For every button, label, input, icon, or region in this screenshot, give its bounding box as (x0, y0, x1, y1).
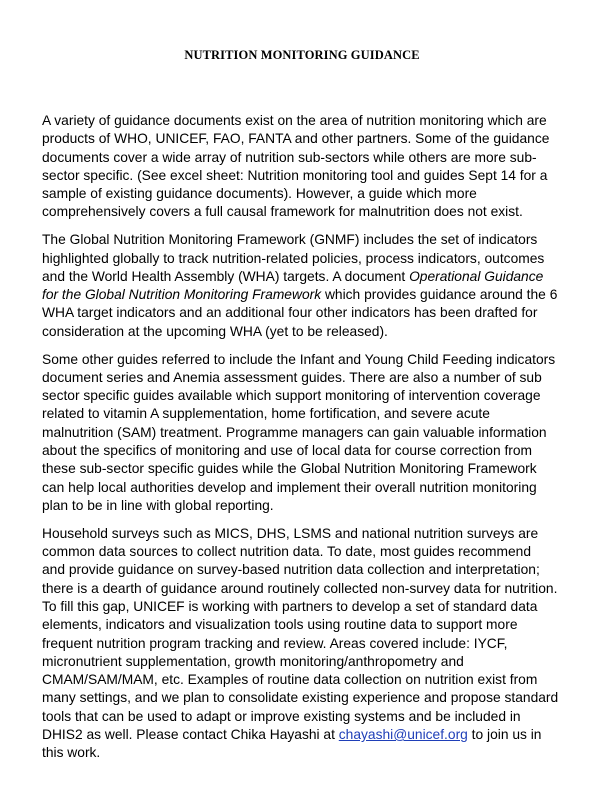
text-line: CMAM/SAM/MAM, etc. Examples of routine data collection on nutrition exist from (42, 672, 538, 688)
text-segment: DHIS2 as well. Please contact Chika Hayashi at (42, 727, 339, 742)
text-line: To fill this gap, UNICEF is working with partners to develop a set of standard data (42, 598, 538, 614)
paragraph-1 (42, 112, 562, 222)
text-segment: to join us in (467, 727, 542, 742)
text-line: sector specific guides available which support monitoring of intervention coverage (42, 388, 541, 404)
text-line: Some other guides referred to include the Infant and Young Child Feeding indicators (42, 351, 556, 367)
text-line (42, 268, 562, 286)
text-line: this work. (42, 745, 101, 761)
text-line: sector specific. (See excel sheet: Nutrition monitoring tool and guides Sept 14 for a (42, 167, 548, 183)
text-line: common data sources to collect nutrition data. To date, most guides recommend (42, 544, 532, 560)
text-line: document series and Anemia assessment guides. There are also a number of sub (42, 369, 542, 385)
paragraph-4 (42, 525, 562, 763)
text-line: plan to be in line with global reporting. (42, 497, 274, 513)
paragraph-3 (42, 351, 562, 516)
text-line: micronutrient supplementation, growth monitoring/anthropometry and (42, 653, 464, 669)
text-line: many settings, and we plan to consolidate existing experience and propose standard (42, 690, 559, 706)
text-line: comprehensively covers a full causal framework for malnutrition does not exist. (42, 204, 523, 220)
text-line: WHA target indicators and an additional four other indicators has been drafted for (42, 305, 538, 321)
text-line: products of WHO, UNICEF, FAO, FANTA and other partners. Some of the guidance (42, 131, 550, 147)
text-line: consideration at the upcoming WHA (yet to be released). (42, 323, 388, 339)
text-line: and provide guidance on survey-based nutrition data collection and interpretation; (42, 562, 540, 578)
contact-email-link[interactable]: chayashi@unicef.org (338, 727, 468, 742)
text-line: elements, indicators and visualization tools using routine data to support more (42, 617, 518, 633)
text-line: tools that can be used to adapt or improve existing systems and be included in (42, 708, 521, 724)
text-line: A variety of guidance documents exist on the area of nutrition monitoring which are (42, 113, 547, 128)
text-segment: which provides guidance around the 6 (321, 287, 558, 303)
text-line: can help local authorities develop and implement their overall nutrition monitoring (42, 479, 537, 495)
text-line: highlighted globally to track nutrition-related policies, process indicators, outcomes (42, 250, 545, 266)
document-body (42, 112, 562, 772)
text-line: there is a dearth of guidance around routinely collected non-survey data for nutrition. (42, 580, 558, 596)
text-line: related to vitamin A supplementation, home fortification, and severe acute (42, 406, 490, 422)
document-title: NUTRITION MONITORING GUIDANCE (184, 48, 420, 62)
text-line (42, 726, 562, 744)
text-line (42, 286, 562, 304)
text-line: frequent nutrition program tracking and review. Areas covered include: IYCF, (42, 635, 508, 651)
text-segment: and the World Health Assembly (WHA) targets. A document (42, 268, 410, 284)
text-line: The Global Nutrition Monitoring Framework (GNMF) includes the set of indicators (42, 232, 538, 248)
document-title-italic: Operational Guidance (409, 268, 544, 284)
document-title-italic: for the Global Nutrition Monitoring Framework (42, 287, 322, 303)
text-line: these sub-sector specific guides while the Global Nutrition Monitoring Framework (42, 461, 537, 477)
text-line: sample of existing guidance documents). However, a guide which more (42, 186, 477, 202)
paragraph-2 (42, 231, 562, 341)
text-line: about the specifics of monitoring and use of local data for course correction from (42, 443, 533, 459)
text-line: documents cover a wide array of nutrition sub-sectors while others are more sub- (42, 149, 537, 165)
text-line: malnutrition (SAM) treatment. Programme managers can gain valuable information (42, 424, 547, 440)
text-line: Household surveys such as MICS, DHS, LSMS and national nutrition surveys are (42, 525, 539, 541)
